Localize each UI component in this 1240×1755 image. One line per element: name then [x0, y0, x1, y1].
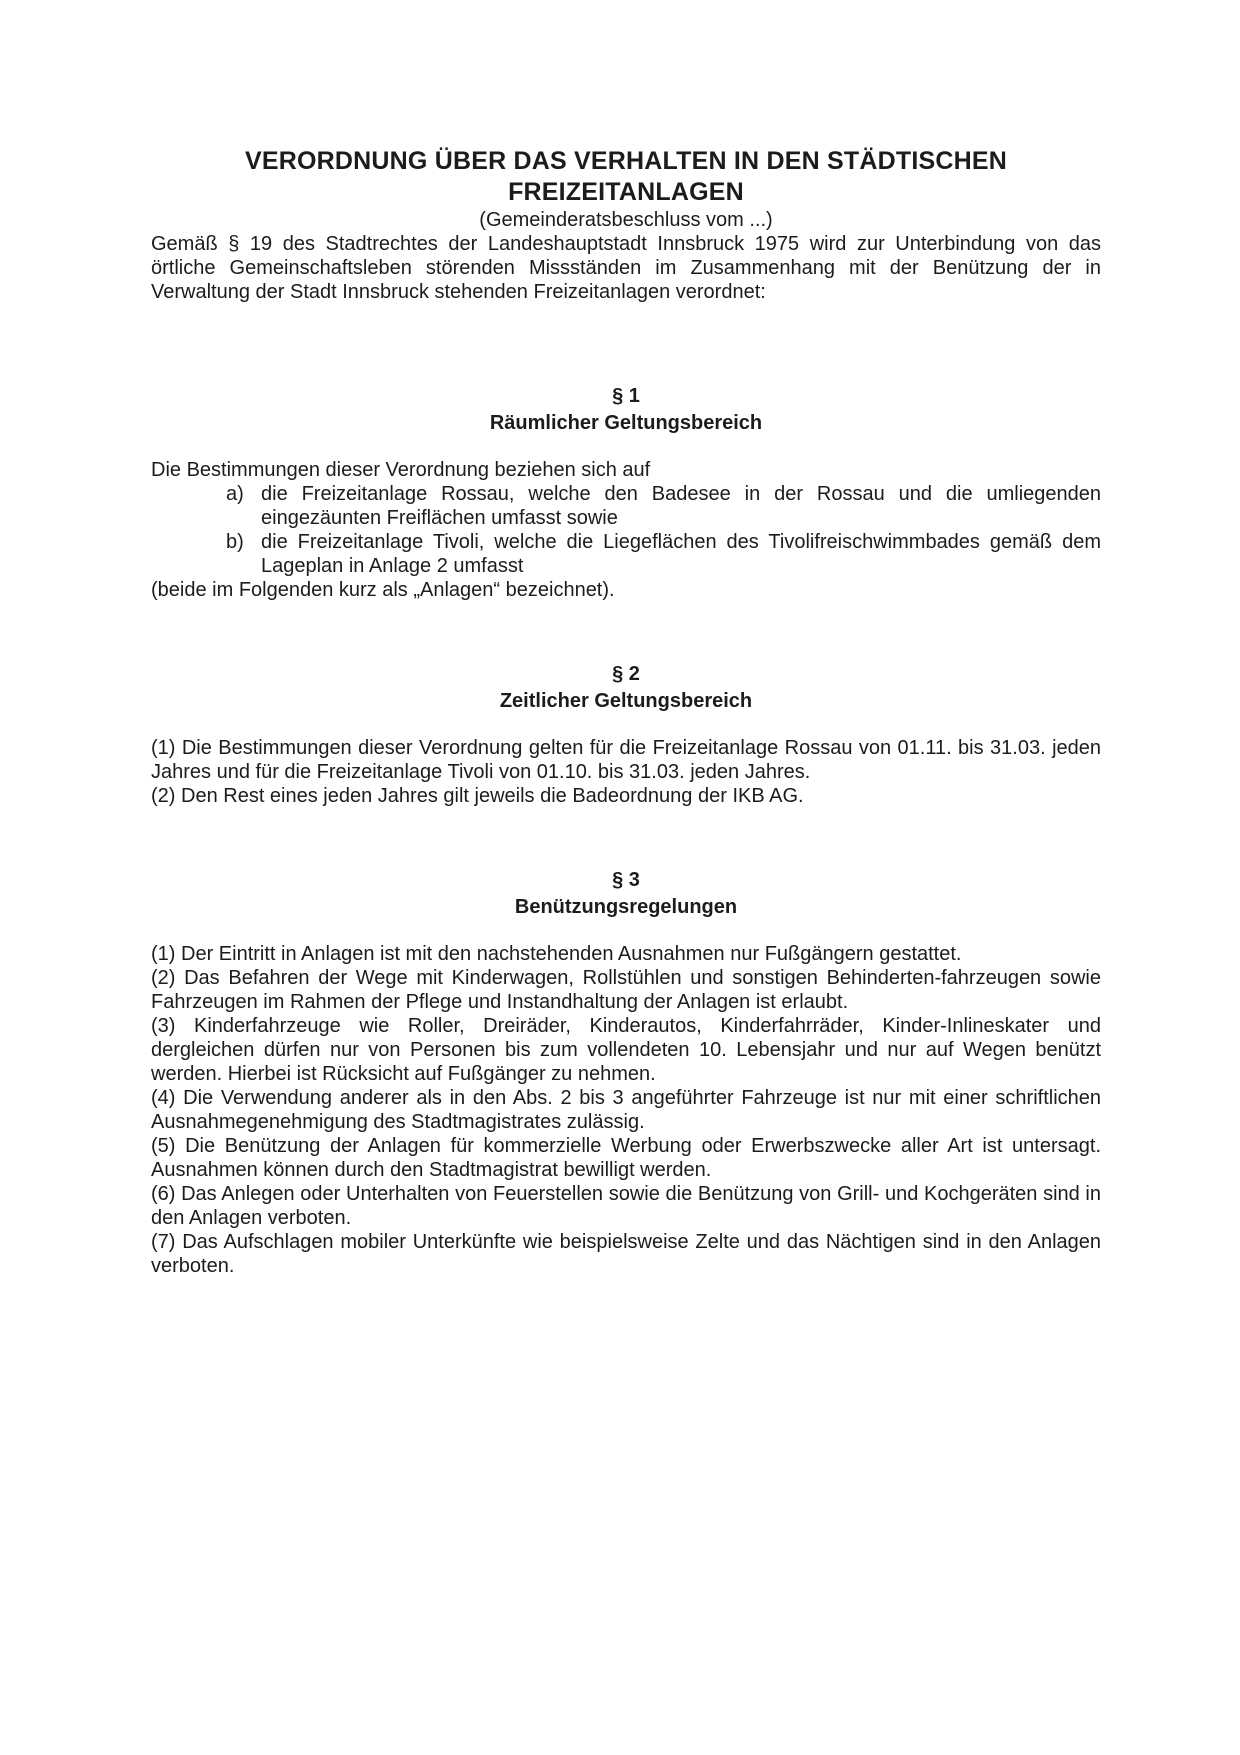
intro-paragraph: Gemäß § 19 des Stadtrechtes der Landeshauptstadt Innsbruck 1975 wird zur Unterbindung von das örtliche Gemeinschaftsleben störenden Missständen im Zusammenhang mit der Benützung der in Verwaltung der Stadt Innsbruck stehenden Freizeitanlagen verordnet:	[151, 233, 1101, 303]
paragraph: (2) Das Befahren der Wege mit Kinderwagen, Rollstühlen und sonstigen Behinderten-fahrzeugen sowie Fahrzeugen im Rahmen der Pflege und Instandhaltung der Anlagen ist erlaubt.	[151, 967, 1101, 1013]
section-3-number: § 3	[612, 869, 640, 891]
list-marker: a)	[226, 483, 244, 505]
section-2-title: Zeitlicher Geltungsbereich	[499, 690, 753, 712]
document-title-line-1: VERORDNUNG ÜBER DAS VERHALTEN IN DEN STÄDTISCHEN	[245, 147, 1007, 175]
document-content	[151, 146, 1101, 1278]
section-3	[151, 866, 1101, 1278]
paragraph: (1) Die Bestimmungen dieser Verordnung gelten für die Freizeitanlage Rossau von 01.11. bis 31.03. jeden Jahres und für die Freizeitanlage Tivoli von 01.10. bis 31.03. jeden Jahres.	[151, 737, 1101, 783]
list-item-text: die Freizeitanlage Rossau, welche den Badesee in der Rossau und die umliegenden eingezäunten Freiflächen umfasst sowie	[261, 483, 1101, 529]
paragraph: (3) Kinderfahrzeuge wie Roller, Dreiräder, Kinderautos, Kinderfahrräder, Kinder-Inlineskater und dergleichen dürfen nur von Personen bis zum vollendeten 10. Lebensjahr und nur auf Wegen benützt werden. Hierbei ist Rücksicht auf Fußgänger zu nehmen.	[151, 1015, 1101, 1085]
section-1-closing: (beide im Folgenden kurz als „Anlagen“ bezeichnet).	[151, 579, 615, 601]
paragraph: (7) Das Aufschlagen mobiler Unterkünfte wie beispielsweise Zelte und das Nächtigen sind in den Anlagen verboten.	[151, 1231, 1101, 1277]
list-item	[226, 530, 1101, 578]
document-subtitle: (Gemeinderatsbeschluss vom ...)	[479, 209, 773, 231]
section-2	[151, 660, 1101, 808]
paragraph: (1) Der Eintritt in Anlagen ist mit den nachstehenden Ausnahmen nur Fußgängern gestattet.	[151, 943, 962, 965]
section-1-lead: Die Bestimmungen dieser Verordnung beziehen sich auf	[151, 459, 651, 481]
section-3-title: Benützungsregelungen	[514, 896, 738, 918]
section-1-title: Räumlicher Geltungsbereich	[489, 412, 763, 434]
section-2-number: § 2	[612, 663, 640, 685]
list-marker: b)	[226, 531, 244, 553]
paragraph: (6) Das Anlegen oder Unterhalten von Feuerstellen sowie die Benützung von Grill- und Kochgeräten sind in den Anlagen verboten.	[151, 1183, 1101, 1229]
section-1	[151, 382, 1101, 602]
paragraph: (4) Die Verwendung anderer als in den Abs. 2 bis 3 angeführter Fahrzeuge ist nur mit einer schriftlichen Ausnahmegenehmigung des Stadtmagistrates zulässig.	[151, 1087, 1101, 1133]
paragraph: (2) Den Rest eines jeden Jahres gilt jeweils die Badeordnung der IKB AG.	[151, 785, 804, 807]
document-title-line-2: FREIZEITANLAGEN	[508, 178, 744, 206]
list-item-text: die Freizeitanlage Tivoli, welche die Liegeflächen des Tivolifreischwimmbades gemäß dem Lageplan in Anlage 2 umfasst	[261, 531, 1101, 577]
document-header	[151, 146, 1101, 232]
section-1-number: § 1	[612, 385, 640, 407]
list-item	[226, 482, 1101, 530]
paragraph: (5) Die Benützung der Anlagen für kommerzielle Werbung oder Erwerbszwecke aller Art ist untersagt. Ausnahmen können durch den Stadtmagistrat bewilligt werden.	[151, 1135, 1101, 1181]
